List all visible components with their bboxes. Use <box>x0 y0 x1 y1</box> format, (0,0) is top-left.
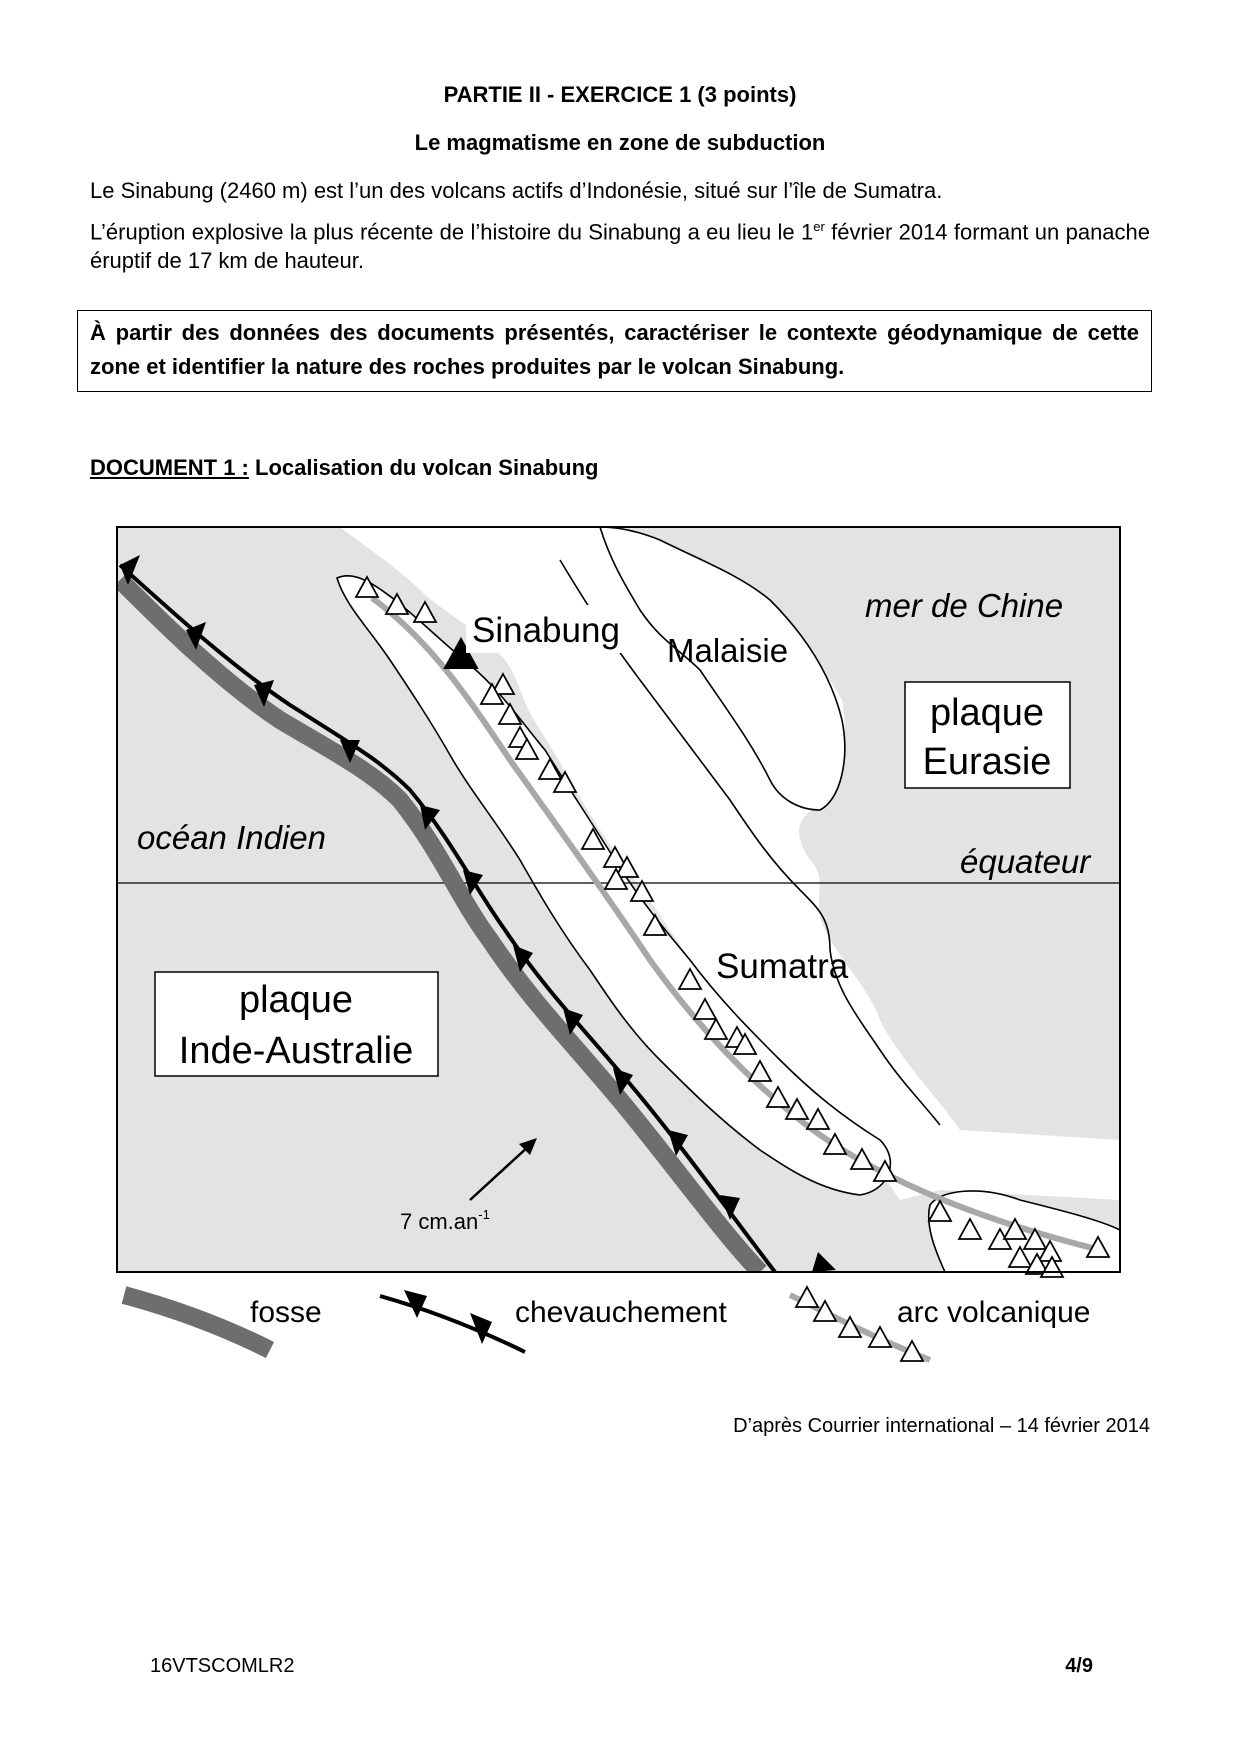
equateur-label: équateur <box>960 843 1091 880</box>
legend-arc-label: arc volcanique <box>897 1296 1091 1329</box>
sinabung-label: Sinabung <box>472 611 620 650</box>
source-citation: D’après Courrier international – 14 février 2014 <box>733 1415 1150 1437</box>
part-title: PARTIE II - EXERCICE 1 (3 points) <box>443 82 797 107</box>
mer-de-chine-label: mer de Chine <box>865 587 1064 624</box>
page-number: 4/9 <box>1065 1655 1093 1677</box>
ocean-indien-label: océan Indien <box>137 819 326 856</box>
task-box: À partir des données des documents présentés, caractériser le contexte géodynamique de cette zone et identifier la nature des roches produites par le volcan Sinabung. <box>77 310 1152 392</box>
document-title: DOCUMENT 1 : Localisation du volcan Sinabung <box>90 455 599 480</box>
sumatra-label: Sumatra <box>716 947 849 986</box>
inde-australie-plate-label-2: Inde-Australie <box>178 1030 414 1072</box>
exercise-subtitle: Le magmatisme en zone de subduction <box>414 130 826 155</box>
footer-code: 16VTSCOMLR2 <box>150 1655 295 1677</box>
eurasie-plate-label-2: Eurasie <box>922 741 1052 783</box>
intro-paragraph-2: L’éruption explosive la plus récente de l’histoire du Sinabung a eu lieu le 1er février 2014 formant un panache éruptif de 17 km de hauteur. <box>90 219 1151 274</box>
legend-trench-swatch <box>124 1295 270 1350</box>
legend-fosse-label: fosse <box>250 1296 322 1329</box>
legend-thrust-swatch <box>380 1296 525 1352</box>
inde-australie-plate-label-1: plaque <box>238 979 354 1021</box>
malaisie-label: Malaisie <box>667 632 789 669</box>
legend-chevauchement-label: chevauchement <box>515 1296 727 1329</box>
intro-paragraph-1: Le Sinabung (2460 m) est l’un des volcans actifs d’Indonésie, situé sur l’île de Sumatra. <box>90 178 943 203</box>
velocity-label: 7 $cm.an^{-1}$ <box>400 1207 490 1234</box>
eurasie-plate-label-1: plaque <box>929 692 1045 734</box>
